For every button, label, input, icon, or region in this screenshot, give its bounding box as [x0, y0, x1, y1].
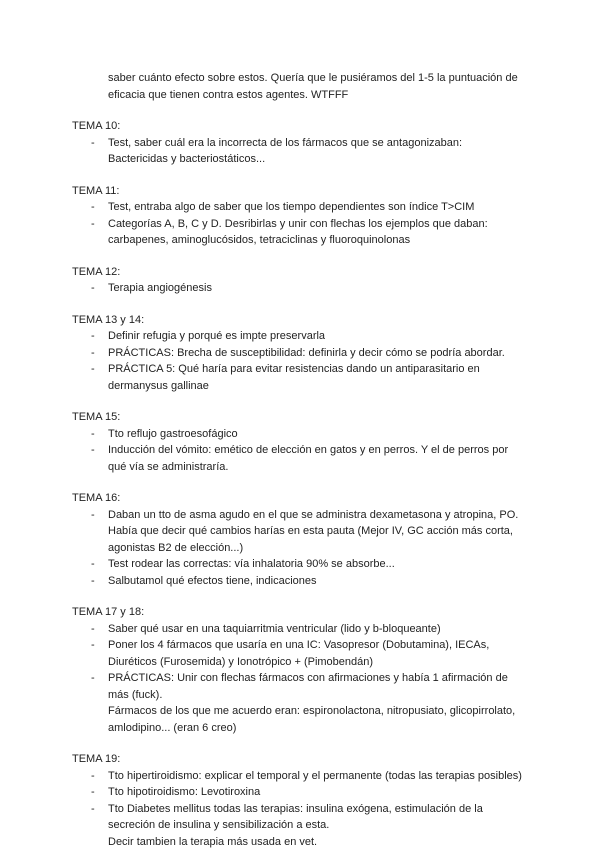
bullet-dash: - [91, 573, 95, 590]
list-item-line: qué vía se administraría. [108, 459, 540, 476]
list-item-line: carbapenes, aminoglucósidos, tetraciclinas y fluoroquinolonas [108, 232, 540, 249]
section-heading: TEMA 17 y 18: [72, 604, 540, 621]
section-heading: TEMA 13 y 14: [72, 312, 540, 329]
list-item-line: Poner los 4 fármacos que usaría en una IC: Vasopresor (Dobutamina), IECAs, [108, 637, 540, 654]
list-item [72, 442, 540, 475]
list-item-line: secreción de insulina y sensibilización a esta. [108, 817, 540, 834]
bullet-dash: - [91, 216, 95, 233]
bullet-dash: - [91, 442, 95, 459]
bullet-dash: - [91, 328, 95, 345]
list-item-line: Bactericidas y bacteriostáticos... [108, 151, 540, 168]
list-item-line: PRÁCTICAS: Brecha de susceptibilidad: definirla y decir cómo se podría abordar. [108, 345, 540, 362]
list-item [72, 507, 540, 557]
section-heading: TEMA 10: [72, 118, 540, 135]
section-heading: TEMA 19: [72, 751, 540, 768]
bullet-list [72, 768, 540, 850]
list-item [72, 135, 540, 168]
list-item-line: Daban un tto de asma agudo en el que se administra dexametasona y atropina, PO. [108, 507, 540, 524]
intro-line: eficacia que tienen contra estos agentes. WTFFF [108, 87, 540, 104]
bullet-list [72, 328, 540, 394]
list-item [72, 426, 540, 443]
list-item [72, 280, 540, 297]
bullet-dash: - [91, 507, 95, 524]
section [72, 751, 540, 850]
list-item-line: Saber qué usar en una taquiarritmia ventricular (lido y b-bloqueante) [108, 621, 540, 638]
bullet-dash: - [91, 135, 95, 152]
intro-line: saber cuánto efecto sobre estos. Quería que le pusiéramos del 1-5 la puntuación de [108, 70, 540, 87]
list-item-line: PRÁCTICA 5: Qué haría para evitar resistencias dando un antiparasitario en [108, 361, 540, 378]
section [72, 264, 540, 297]
list-item-line: Salbutamol qué efectos tiene, indicaciones [108, 573, 540, 590]
bullet-list [72, 280, 540, 297]
bullet-list [72, 507, 540, 590]
list-item-line: Test, saber cuál era la incorrecta de los fármacos que se antagonizaban: [108, 135, 540, 152]
list-item-line: Decir tambien la terapia más usada en vet. [108, 834, 540, 850]
list-item-line: PRÁCTICAS: Unir con flechas fármacos con afirmaciones y había 1 afirmación de [108, 670, 540, 687]
intro-paragraph [108, 70, 540, 103]
list-item [72, 216, 540, 249]
list-item-line: Categorías A, B, C y D. Desribirlas y unir con flechas los ejemplos que daban: [108, 216, 540, 233]
list-item-line: Test, entraba algo de saber que los tiempo dependientes son índice T>CIM [108, 199, 540, 216]
bullet-dash: - [91, 784, 95, 801]
section-heading: TEMA 11: [72, 183, 540, 200]
list-item-line: Había que decir qué cambios harías en esta pauta (Mejor IV, GC acción más corta, [108, 523, 540, 540]
bullet-dash: - [91, 426, 95, 443]
list-item-line: Terapia angiogénesis [108, 280, 540, 297]
section [72, 490, 540, 589]
bullet-list [72, 426, 540, 476]
section [72, 118, 540, 168]
section [72, 604, 540, 736]
list-item [72, 637, 540, 670]
list-item [72, 573, 540, 590]
list-item-line: más (fuck). [108, 687, 540, 704]
bullet-dash: - [91, 345, 95, 362]
list-item-line: Fármacos de los que me acuerdo eran: espironolactona, nitropusiato, glicopirrolato, [108, 703, 540, 720]
list-item [72, 361, 540, 394]
bullet-dash: - [91, 199, 95, 216]
bullet-dash: - [91, 556, 95, 573]
section [72, 409, 540, 475]
list-item-line: Tto hipotiroidismo: Levotiroxina [108, 784, 540, 801]
list-item-line: Tto reflujo gastroesofágico [108, 426, 540, 443]
list-item-line: Diuréticos (Furosemida) y Ionotrópico + (Pimobendán) [108, 654, 540, 671]
list-item-line: Inducción del vómito: emético de elección en gatos y en perros. Y el de perros por [108, 442, 540, 459]
list-item [72, 768, 540, 785]
list-item [72, 784, 540, 801]
bullet-dash: - [91, 280, 95, 297]
list-item [72, 328, 540, 345]
list-item [72, 670, 540, 736]
bullet-list [72, 135, 540, 168]
list-item-line: Test rodear las correctas: vía inhalatoria 90% se absorbe... [108, 556, 540, 573]
list-item [72, 345, 540, 362]
list-item [72, 199, 540, 216]
bullet-dash: - [91, 670, 95, 687]
section [72, 183, 540, 249]
list-item-line: dermanysus gallinae [108, 378, 540, 395]
list-item-line: Tto Diabetes mellitus todas las terapias: insulina exógena, estimulación de la [108, 801, 540, 818]
bullet-dash: - [91, 768, 95, 785]
bullet-dash: - [91, 637, 95, 654]
bullet-dash: - [91, 621, 95, 638]
section [72, 312, 540, 395]
bullet-dash: - [91, 361, 95, 378]
list-item-line: amlodipino... (eran 6 creo) [108, 720, 540, 737]
list-item-line: Tto hipertiroidismo: explicar el temporal y el permanente (todas las terapias posibles) [108, 768, 540, 785]
list-item [72, 621, 540, 638]
list-item-line: Definir refugia y porqué es impte preservarla [108, 328, 540, 345]
list-item [72, 801, 540, 850]
section-heading: TEMA 15: [72, 409, 540, 426]
sections-container [72, 118, 540, 850]
bullet-list [72, 621, 540, 737]
section-heading: TEMA 16: [72, 490, 540, 507]
section-heading: TEMA 12: [72, 264, 540, 281]
list-item [72, 556, 540, 573]
bullet-dash: - [91, 801, 95, 818]
bullet-list [72, 199, 540, 249]
list-item-line: agonistas B2 de elección...) [108, 540, 540, 557]
